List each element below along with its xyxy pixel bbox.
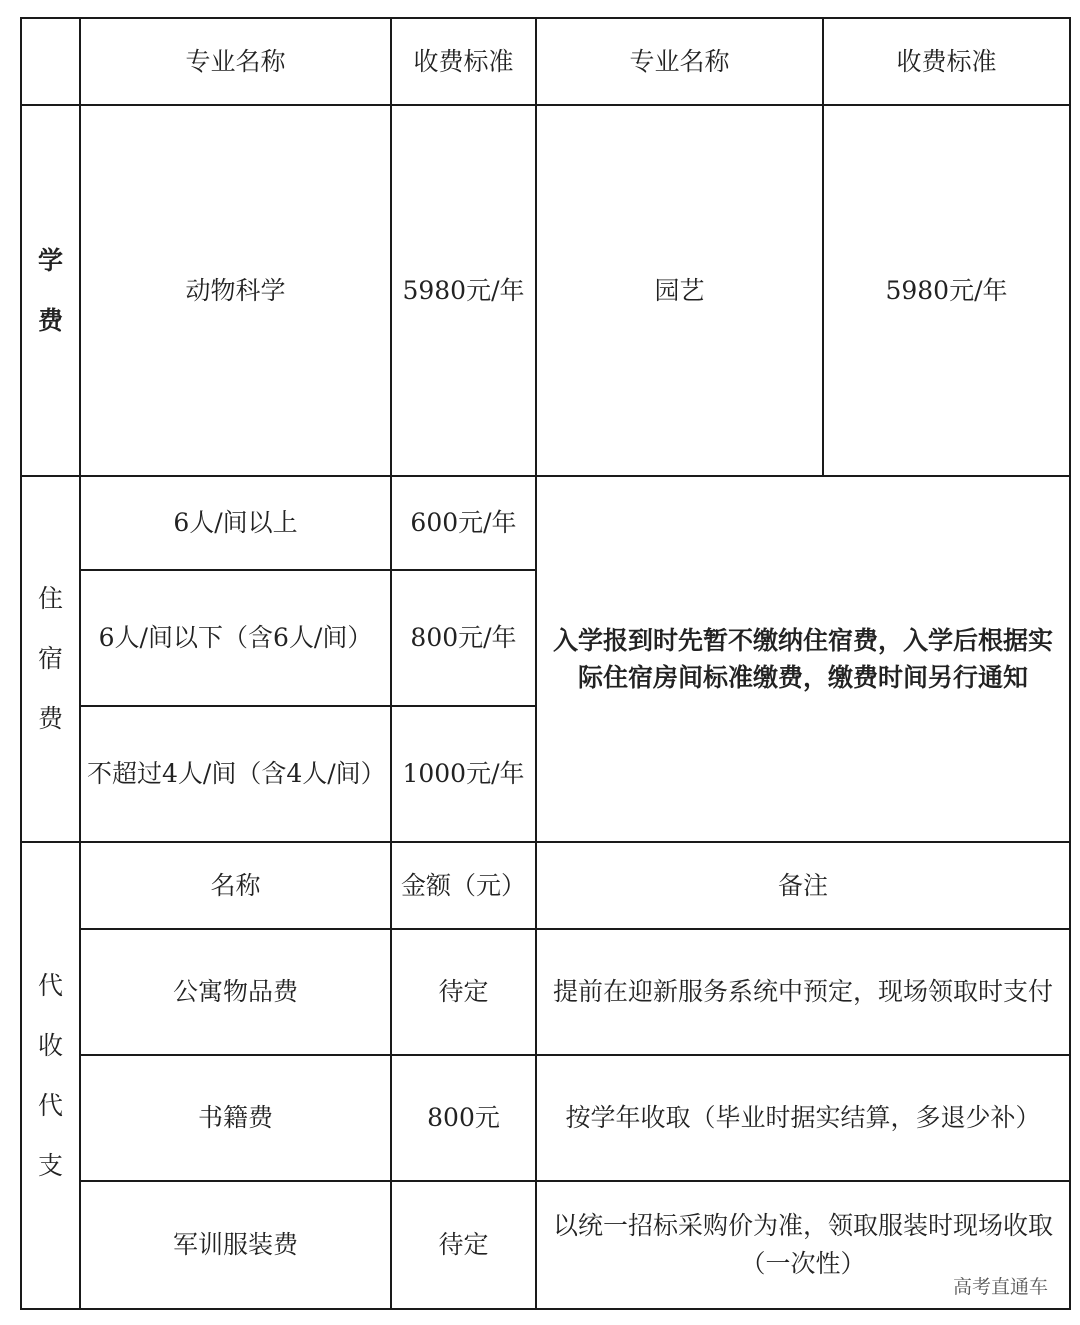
agency-item-remark: 提前在迎新服务系统中预定，现场领取时支付 xyxy=(536,929,1070,1055)
agency-row xyxy=(21,1181,1070,1309)
dorm-room-type: 6人/间以上 xyxy=(80,476,391,570)
agency-item-name: 军训服装费 xyxy=(80,1181,391,1309)
dorm-row xyxy=(21,476,1070,570)
category-char: 代 xyxy=(37,970,63,1000)
category-char: 费 xyxy=(37,305,63,335)
agency-item-remark: 按学年收取（毕业时据实结算，多退少补） xyxy=(536,1055,1070,1181)
dorm-room-type: 不超过4人/间（含4人/间） xyxy=(80,706,391,842)
tuition-row xyxy=(21,105,1070,476)
agency-header-row xyxy=(21,842,1070,929)
dorm-room-type: 6人/间以下（含6人/间） xyxy=(80,570,391,706)
agency-item-amount: 待定 xyxy=(391,1181,536,1309)
category-char: 宿 xyxy=(37,644,63,673)
agency-item-name: 书籍费 xyxy=(80,1055,391,1181)
agency-header-name: 名称 xyxy=(80,842,391,929)
dorm-fee: 600元/年 xyxy=(391,476,536,570)
dorm-category xyxy=(21,476,80,842)
header-row xyxy=(21,18,1070,105)
tuition-category xyxy=(21,105,80,476)
tuition-major-2: 园艺 xyxy=(536,105,823,476)
header-major-name: 专业名称 xyxy=(80,18,391,105)
header-fee-standard: 收费标准 xyxy=(391,18,536,105)
category-char: 费 xyxy=(37,704,63,733)
category-char: 支 xyxy=(37,1150,63,1180)
agency-header-amount: 金额（元） xyxy=(391,842,536,929)
category-char: 收 xyxy=(37,1030,63,1060)
category-char: 住 xyxy=(37,584,63,613)
dorm-note: 入学报到时先暂不缴纳住宿费，入学后根据实际住宿房间标准缴费，缴费时间另行通知 xyxy=(536,476,1070,842)
header-major-name-2: 专业名称 xyxy=(536,18,823,105)
category-char: 学 xyxy=(37,245,63,275)
agency-item-remark: 以统一招标采购价为准，领取服装时现场收取（一次性） xyxy=(536,1181,1070,1309)
corner-cell xyxy=(21,18,80,105)
agency-row xyxy=(21,1055,1070,1181)
agency-item-amount: 待定 xyxy=(391,929,536,1055)
dorm-fee: 1000元/年 xyxy=(391,706,536,842)
agency-row xyxy=(21,929,1070,1055)
dorm-fee: 800元/年 xyxy=(391,570,536,706)
fee-table xyxy=(20,17,1071,1310)
agency-category xyxy=(21,842,80,1309)
tuition-major-1: 动物科学 xyxy=(80,105,391,476)
agency-header-remark: 备注 xyxy=(536,842,1070,929)
watermark: 高考直通车 xyxy=(949,1272,1052,1299)
agency-item-name: 公寓物品费 xyxy=(80,929,391,1055)
category-char: 代 xyxy=(37,1090,63,1120)
tuition-fee-1: 5980元/年 xyxy=(391,105,536,476)
agency-item-amount: 800元 xyxy=(391,1055,536,1181)
tuition-fee-2: 5980元/年 xyxy=(823,105,1070,476)
header-fee-standard-2: 收费标准 xyxy=(823,18,1070,105)
